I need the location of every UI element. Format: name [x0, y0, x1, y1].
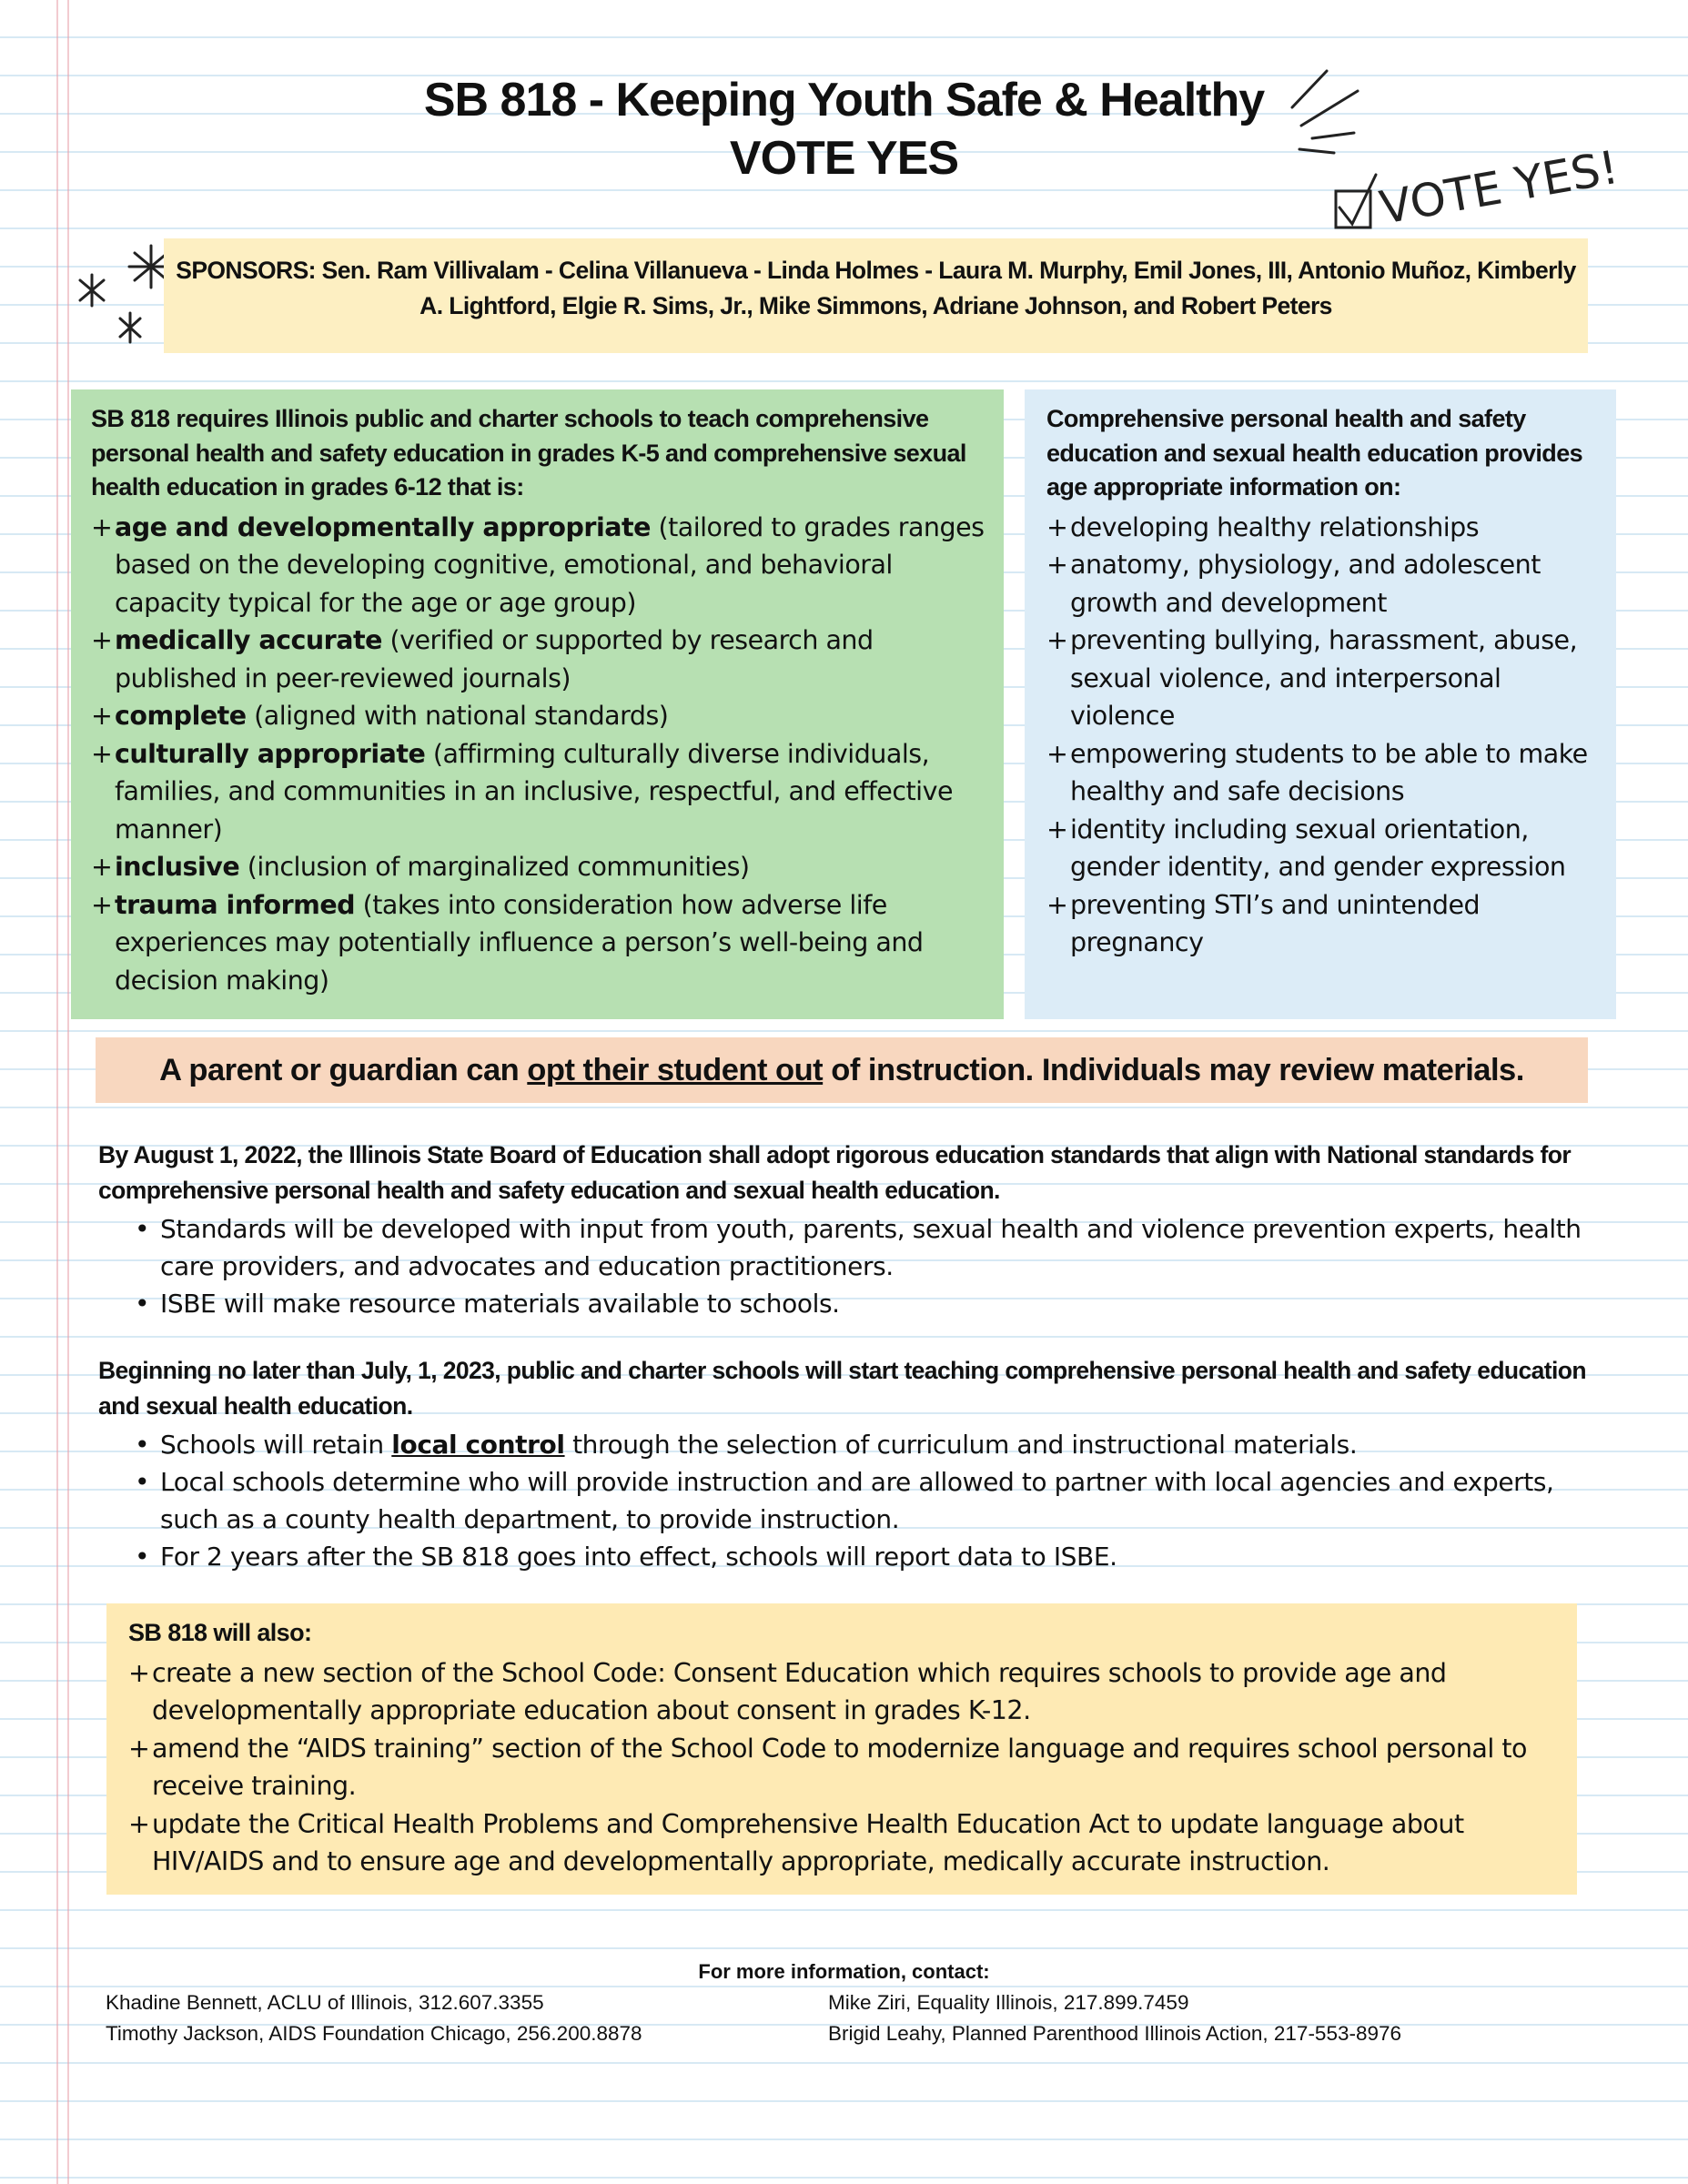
requirement-term: trauma informed [115, 889, 356, 920]
list-item: + developing healthy relationships [1046, 509, 1603, 547]
requirement-desc: (inclusion of marginalized communities) [239, 852, 750, 882]
requirement-term: complete [115, 701, 247, 731]
list-item [135, 1426, 1600, 1463]
sponsors-text: SPONSORS: Sen. Ram Villivalam - Celina Villanueva - Linda Holmes - Laura M. Murphy, Emil Jones, III, Antonio Muñoz, Kimberly A. Lightford, Elgie R. Sims, Jr., Mike Simmons, Adriane Johnson, and Robert Peters [176, 257, 1576, 319]
vote-yes-stamp [1274, 55, 1622, 255]
local-control-emphasis: local control [391, 1430, 565, 1460]
also-intro: SB 818 will also: [128, 1619, 312, 1646]
requirements-intro: SB 818 requires Illinois public and charter schools to teach comprehensive personal health and safety education in grades K-5 and comprehensive sexual health education in grades 6-12 that is: [91, 405, 966, 500]
list-item: • Standards will be developed with input from youth, parents, sexual health and violence prevention experts, health care providers, and advocates and education practitioners. [135, 1210, 1600, 1285]
requirement-term: culturally appropriate [115, 738, 426, 769]
topics-intro: Comprehensive personal health and safety education and sexual health education provides age appropriate information on: [1046, 405, 1583, 500]
list-item [91, 886, 987, 1000]
requirement-desc: (aligned with national standards) [246, 701, 669, 731]
list-item [91, 697, 987, 735]
contact-entry: Khadine Bennett, ACLU of Illinois, 312.607.3355 [106, 1991, 544, 2014]
standards-list [98, 1210, 1600, 1322]
contact-column-left [106, 1987, 642, 2049]
requirement-desc: (takes into consideration how adverse life experiences may potentially influence a person’s well-being and decision making) [115, 889, 924, 996]
doodle-stroke [1301, 91, 1358, 126]
standards-section [98, 1138, 1600, 1322]
opt-out-banner [96, 1037, 1588, 1103]
requirements-list [71, 509, 1004, 1000]
doodle-stroke [1299, 149, 1334, 153]
star-doodle [120, 313, 140, 342]
requirement-desc: (verified or supported by research and published in peer-reviewed journals) [115, 625, 874, 693]
list-item [91, 509, 987, 622]
requirement-term: age and developmentally appropriate [115, 511, 651, 542]
contact-entry: Mike Ziri, Equality Illinois, 217.899.7459 [828, 1991, 1189, 2014]
contact-heading: For more information, contact: [698, 1960, 990, 1983]
list-item: + create a new section of the School Code: Consent Education which requires schools to provide age and developmentally appropriate education about consent in grades K-12. [128, 1654, 1562, 1730]
topics-box [1025, 389, 1616, 1019]
requirements-box [71, 389, 1004, 1019]
sponsors-box [164, 238, 1588, 353]
topics-list [1025, 509, 1616, 962]
list-item: + empowering students to be able to make healthy and safe decisions [1046, 735, 1603, 811]
bullet-text: Schools will retain [160, 1430, 392, 1460]
teaching-section [98, 1353, 1600, 1575]
list-item [91, 848, 987, 886]
teaching-lead: Beginning no later than July, 1, 2023, public and charter schools will start teaching comprehensive personal health and safety education and sexual health education. [98, 1357, 1586, 1420]
bullet-text: through the selection of curriculum and instructional materials. [564, 1430, 1358, 1460]
list-item [91, 735, 987, 849]
teaching-list [98, 1426, 1600, 1575]
requirement-desc: (tailored to grades ranges based on the developing cognitive, emotional, and behavioral capacity typical for the age or age group) [115, 511, 985, 618]
standards-lead: By August 1, 2022, the Illinois State Board of Education shall adopt rigorous education standards that align with National standards for comprehensive personal health and safety education and sexual health education. [98, 1141, 1572, 1204]
list-item: • For 2 years after the SB 818 goes into effect, schools will report data to ISBE. [135, 1538, 1600, 1575]
opt-out-emphasis: opt their student out [527, 1053, 824, 1087]
list-item: • Local schools determine who will provide instruction and are allowed to partner with local agencies and experts, such as a county health department, to provide instruction. [135, 1463, 1600, 1538]
list-item: + anatomy, physiology, and adolescent growth and development [1046, 546, 1603, 622]
list-item: + preventing STI’s and unintended pregnancy [1046, 886, 1603, 962]
also-list [106, 1654, 1577, 1881]
list-item: + preventing bullying, harassment, abuse, sexual violence, and interpersonal violence [1046, 622, 1603, 735]
title-line-1: SB 818 - Keeping Youth Safe & Healthy [423, 74, 1265, 126]
contact-entry: Timothy Jackson, AIDS Foundation Chicago, 256.200.8878 [106, 2022, 642, 2045]
list-item: + identity including sexual orientation, gender identity, and gender expression [1046, 811, 1603, 886]
opt-out-text-after: of instruction. Individuals may review materials. [823, 1053, 1524, 1087]
also-box [106, 1603, 1577, 1895]
list-item [91, 622, 987, 697]
contact-column-right [828, 1987, 1401, 2049]
title-line-2: VOTE YES [729, 132, 959, 185]
opt-out-text-before: A parent or guardian can [159, 1053, 528, 1087]
requirement-term: inclusive [115, 852, 240, 882]
stamp-text: VOTE YES! [1376, 140, 1622, 235]
list-item: • ISBE will make resource materials available to schools. [135, 1285, 1600, 1322]
list-item: + amend the “AIDS training” section of the School Code to modernize language and requires school personal to receive training. [128, 1730, 1562, 1805]
contact-entry: Brigid Leahy, Planned Parenthood Illinois Action, 217-553-8976 [828, 2022, 1402, 2045]
requirement-desc: (affirming culturally diverse individuals, families, and communities in an inclusive, respectful, and effective manner) [115, 738, 954, 844]
doodle-stroke [1312, 133, 1354, 138]
requirement-term: medically accurate [115, 625, 382, 655]
star-doodle [80, 275, 104, 306]
doodle-stroke [1292, 71, 1327, 107]
list-item: + update the Critical Health Problems and Comprehensive Health Education Act to update language about HIV/AIDS and to ensure age and developmentally appropriate, medically accurate instruction. [128, 1805, 1562, 1881]
